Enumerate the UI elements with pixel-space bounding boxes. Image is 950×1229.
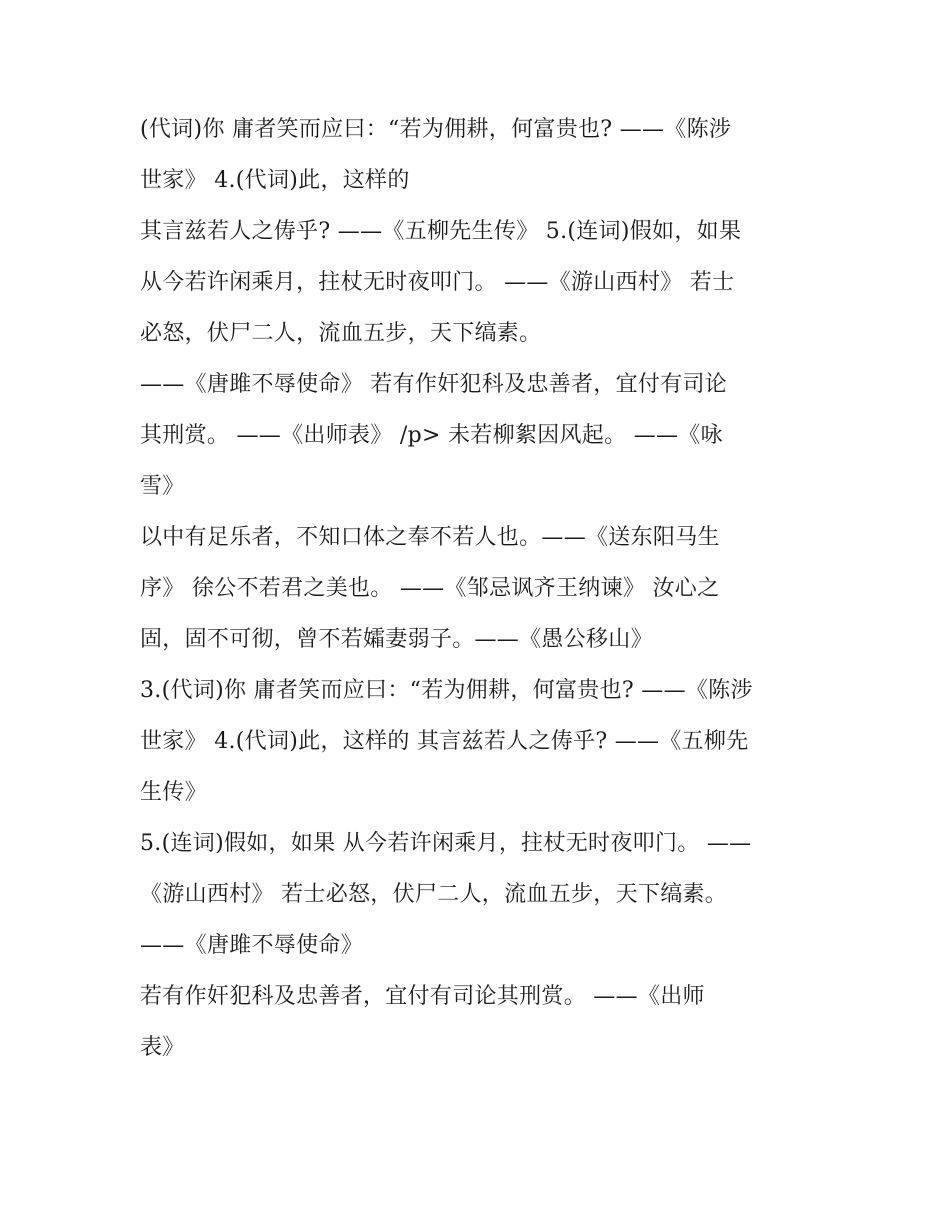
document-text-body <box>140 104 830 1073</box>
text-line: 5.(连词)假如，如果 从今若许闲乘月，拄杖无时夜叩门。 —— <box>140 831 752 856</box>
text-line: 表》 <box>140 1035 185 1060</box>
text-line: 若有作奸犯科及忠善者，宜付有司论其刑赏。 ——《出师 <box>140 984 705 1009</box>
text-line: 必怒，伏尸二人，流血五步，天下缟素。 <box>140 321 542 346</box>
text-line: 生传》 <box>140 780 207 805</box>
text-line: 序》 徐公不若君之美也。 ——《邹忌讽齐王纳谏》 汝心之 <box>140 576 720 601</box>
text-line: (代词)你 庸者笑而应曰：“若为佣耕，何富贵也? ——《陈涉 <box>140 117 732 142</box>
text-line: 3.(代词)你 庸者笑而应曰：“若为佣耕，何富贵也? ——《陈涉 <box>140 678 753 703</box>
text-line: 雪》 <box>140 474 185 499</box>
text-line: 其言兹若人之俦乎? ——《五柳先生传》 5.(连词)假如，如果 <box>140 219 742 244</box>
text-line: 固，固不可彻，曾不若孀妻弱子。——《愚公移山》 <box>140 627 653 652</box>
text-line: 《游山西村》 若士必怒，伏尸二人，流血五步，天下缟素。 <box>140 882 728 907</box>
text-line: 世家》 4.(代词)此，这样的 <box>140 168 410 193</box>
text-line: 其刑赏。 ——《出师表》 /p> 未若柳絮因风起。 ——《咏 <box>140 423 723 448</box>
text-line: ——《唐雎不辱使命》 若有作奸犯科及忠善者，宜付有司论 <box>140 372 728 397</box>
text-line: ——《唐雎不辱使命》 <box>140 933 364 958</box>
text-line: 从今若许闲乘月，拄杖无时夜叩门。 ——《游山西村》 若士 <box>140 270 735 295</box>
text-line: 世家》 4.(代词)此，这样的 其言兹若人之俦乎? ——《五柳先 <box>140 729 749 754</box>
text-line: 以中有足乐者，不知口体之奉不若人也。——《送东阳马生 <box>140 525 720 550</box>
